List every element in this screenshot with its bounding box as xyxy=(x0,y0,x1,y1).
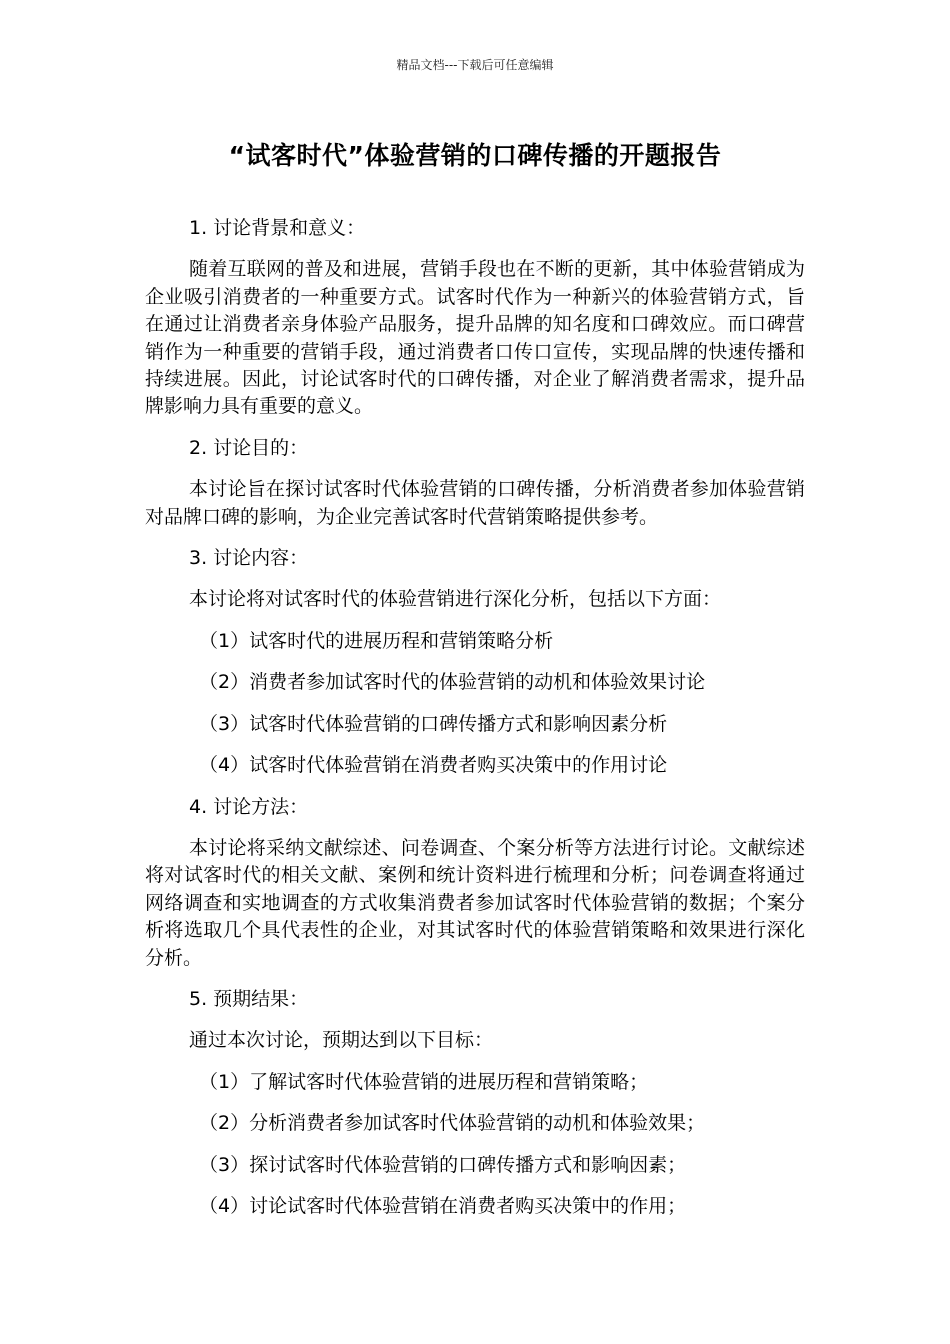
section-heading-method: 4. 讨论方法： xyxy=(189,795,309,818)
paragraph-background: 随着互联网的普及和进展，营销手段也在不断的更新，其中体验营销成为企业吸引消费者的一种重要方式。试客时代作为一种新兴的体验营销方式，旨在通过让消费者亲身体验产品服务，提升品牌的知名度和口碑效应。而口碑营销作为一种重要的营销手段，通过消费者口传口宣传，实现品牌的快速传播和持续进展。因此，讨论试客时代的口碑传播，对企业了解消费者需求，提升品牌影响力具有重要的意义。 xyxy=(145,258,805,418)
result-item: （2）分析消费者参加试客时代体验营销的动机和体验效果； xyxy=(199,1112,706,1135)
result-item: （1）了解试客时代体验营销的进展历程和营销策略； xyxy=(199,1070,649,1093)
section-heading-purpose: 2. 讨论目的： xyxy=(189,436,309,459)
paragraph-method: 本讨论将采纳文献综述、问卷调查、个案分析等方法进行讨论。文献综述将对试客时代的相关文献、案例和统计资料进行梳理和分析；问卷调查将通过网络调查和实地调查的方式收集消费者参加试客时代体验营销的数据；个案分析将选取几个具代表性的企业，对其试客时代的体验营销策略和效果进行深化分析。 xyxy=(145,836,805,969)
header-note: 精品文档---下载后可任意编辑 xyxy=(396,58,554,72)
section-heading-expected-results: 5. 预期结果： xyxy=(189,987,309,1010)
content-item: （1）试客时代的进展历程和营销策略分析 xyxy=(199,629,554,652)
content-item: （3）试客时代体验营销的口碑传播方式和影响因素分析 xyxy=(199,712,668,735)
result-item: （3）探讨试客时代体验营销的口碑传播方式和影响因素； xyxy=(199,1153,687,1176)
paragraph-purpose: 本讨论旨在探讨试客时代体验营销的口碑传播，分析消费者参加体验营销对品牌口碑的影响，为企业完善试客时代营销策略提供参考。 xyxy=(145,478,805,528)
content-item: （2）消费者参加试客时代的体验营销的动机和体验效果讨论 xyxy=(199,671,706,694)
document-title: “试客时代”体验营销的口碑传播的开题报告 xyxy=(228,141,722,170)
results-lead: 通过本次讨论，预期达到以下目标： xyxy=(189,1029,494,1052)
document-body xyxy=(145,215,805,1234)
content-item: （4）试客时代体验营销在消费者购买决策中的作用讨论 xyxy=(199,754,668,777)
section-heading-content: 3. 讨论内容： xyxy=(189,547,309,570)
result-item: （4）讨论试客时代体验营销在消费者购买决策中的作用； xyxy=(199,1194,687,1217)
section-heading-background: 1. 讨论背景和意义： xyxy=(189,217,366,239)
content-lead: 本讨论将对试客时代的体验营销进行深化分析，包括以下方面： xyxy=(189,588,722,611)
